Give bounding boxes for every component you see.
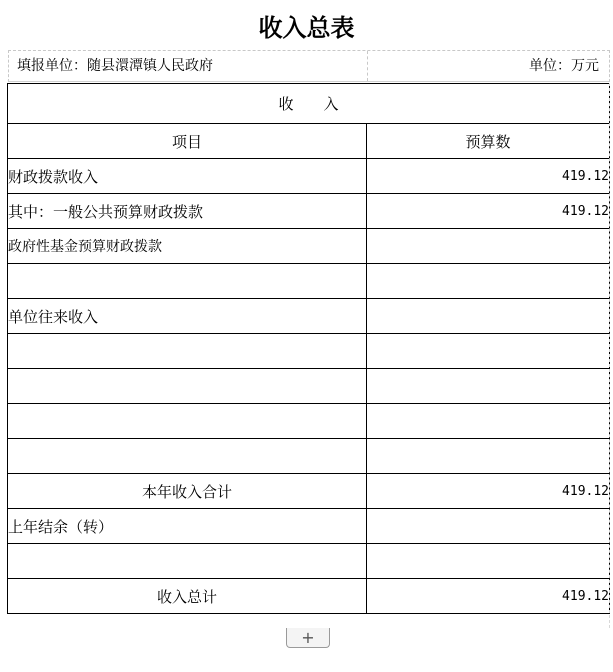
table-row — [8, 579, 610, 614]
row-value[interactable] — [367, 334, 610, 369]
table-row — [8, 509, 610, 544]
gridline-edge — [609, 83, 613, 628]
section-heading-label: 收 入 — [278, 95, 339, 113]
row-value[interactable] — [367, 439, 610, 474]
section-heading[interactable] — [8, 84, 610, 124]
row-label[interactable]: 政府性基金预算财政拨款 — [8, 229, 367, 264]
meta-divider — [367, 51, 368, 81]
row-label[interactable] — [8, 264, 367, 299]
column-header-budget[interactable]: 预算数 — [367, 124, 610, 159]
table-row — [8, 544, 610, 579]
table-row — [8, 194, 610, 229]
currency-unit: 单位：万元 — [529, 58, 599, 74]
plus-icon: + — [301, 628, 315, 647]
row-label[interactable] — [8, 544, 367, 579]
row-value[interactable] — [367, 509, 610, 544]
income-summary-table — [7, 83, 610, 614]
table-row — [8, 369, 610, 404]
table-row — [8, 474, 610, 509]
table-row — [8, 404, 610, 439]
table-row — [8, 439, 610, 474]
row-value[interactable] — [367, 229, 610, 264]
row-label[interactable]: 收入总计 — [8, 579, 367, 614]
add-sheet-button[interactable] — [286, 628, 330, 648]
row-value[interactable]: 419.12 — [367, 194, 610, 229]
table-section-row — [8, 84, 610, 124]
table-row — [8, 264, 610, 299]
column-header-item[interactable]: 项目 — [8, 124, 367, 159]
reporting-unit: 填报单位：随县澴潭镇人民政府 — [17, 58, 213, 74]
table-row — [8, 229, 610, 264]
row-value[interactable] — [367, 404, 610, 439]
report-title: 收入总表 — [258, 12, 355, 42]
row-value[interactable]: 419.12 — [367, 474, 610, 509]
row-label[interactable]: 财政拨款收入 — [8, 159, 367, 194]
row-label[interactable]: 本年收入合计 — [8, 474, 367, 509]
row-label[interactable] — [8, 334, 367, 369]
row-label[interactable] — [8, 404, 367, 439]
table-row — [8, 299, 610, 334]
row-value[interactable]: 419.12 — [367, 159, 610, 194]
table-header-row — [8, 124, 610, 159]
row-value[interactable] — [367, 264, 610, 299]
row-value[interactable] — [367, 544, 610, 579]
report-meta-bar — [8, 50, 610, 82]
row-label[interactable] — [8, 369, 367, 404]
row-value[interactable]: 419.12 — [367, 579, 610, 614]
row-label[interactable] — [8, 439, 367, 474]
row-value[interactable] — [367, 299, 610, 334]
row-value[interactable] — [367, 369, 610, 404]
row-label[interactable]: 上年结余（转） — [8, 509, 367, 544]
table-row — [8, 159, 610, 194]
row-label[interactable]: 其中：一般公共预算财政拨款 — [8, 194, 367, 229]
table-row — [8, 334, 610, 369]
row-label[interactable]: 单位往来收入 — [8, 299, 367, 334]
